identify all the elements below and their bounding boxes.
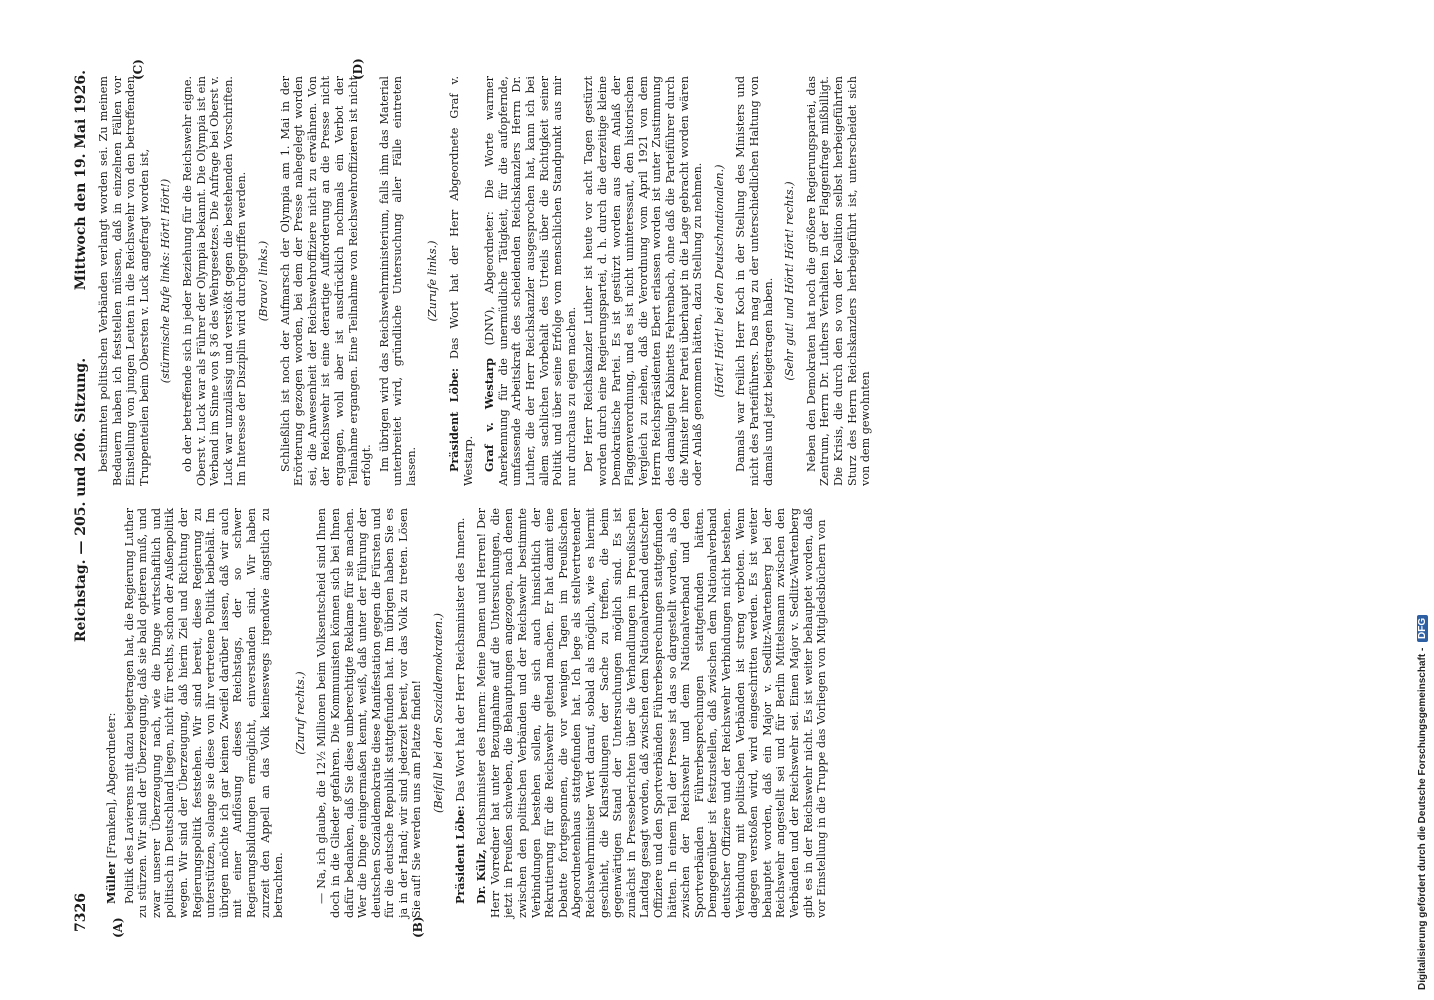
speaker-paragraph	[454, 508, 468, 918]
margin-marker-c: (C)	[131, 59, 145, 80]
page-header	[71, 60, 95, 940]
interjection: (Beifall bei den Sozialdemokraten.)	[432, 612, 446, 814]
session-title: Reichstag. — 205. und 206. Sitzung.	[73, 357, 89, 643]
speaker-paragraph	[483, 76, 578, 486]
speaker-name: Präsident Löbe:	[452, 805, 467, 904]
speaker-name: Dr. Külz,	[474, 849, 489, 904]
speaker-name: Müller	[104, 861, 118, 904]
speech-text: (DNV), Abgeordneter: Die Worte warmer Anerkennung für die unermüdliche Tätigkeit, für die aufopfernde, umfassende Arbeitskraft des scheidenden Reichskanzlers Herrn Dr. Luther, die der Herr Reichskanzler ausgesprochen hat, kann ich bei allem sachlichen Vorbehalt des Urteils über die Richtigkeit seiner Politik und über seine Erfolge vom menschlichen Standpunkt aus mir nur durchaus zu eigen machen.	[483, 76, 578, 486]
interjection: (Bravo! links.)	[256, 240, 270, 322]
margin-marker-d: (D)	[351, 58, 365, 80]
body-paragraph: ob der betreffende sich in jeder Beziehung für die Reichswehr eigne. Oberst v. Luck war als Führer der Olympia bekannt. Die Olympia ist ein Verband im Sinne von § 36 des Wehrgesetzes. Die Anfrage bei Oberst v. Luck war unzulässig und verstößt gegen die bestehenden Vorschriften. Im Interesse der Disziplin wird durchgegriffen werden.	[180, 76, 249, 486]
session-date: Mittwoch den 19. Mai 1926.	[73, 70, 89, 291]
left-text-column	[97, 507, 829, 918]
body-paragraph: Im übrigen wird das Reichswehrministerium, falls ihm das Material unterbreitet wird, gründliche Untersuchung aller Fälle eintreten lassen.	[377, 76, 418, 486]
speech-text: Reichsminister des Innern: Meine Damen und Herren! Der Herr Vorredner hat unter Bezugnahme auf die Untersuchungen, die jetzt in Preußen schweben, die Behauptungen angezogen, nach denen zwischen den politischen Verbänden und der Reichswehr bestimmte Verbindungen bestehen sollen, die sich auch hinsichtlich der Rekrutierung für die Reichswehr geltend machen. Er hat damit eine Debatte fortgesponnen, die vor wenigen Tagen im Preußischen Abgeordnetenhaus stattgefunden hat. Ich lege als stellvertretender Reichswehrminister Wert darauf, sobald als möglich, wie es hiermit geschieht, die Klarstellungen der Sache zu treffen, die beim gegenwärtigen Stand der Untersuchungen möglich sind. Es ist zunächst in Presseberichten über die Verhandlungen im Preußischen Landtag gesagt worden, daß zwischen dem Nationalverband deutscher Offiziere und den Sportverbänden Führerbesprechungen stattgefunden hätten. In einem Teil der Presse ist das so dargestellt worden, als ob zwischen der Reichswehr und dem Nationalverband und den Sportverbänden Führerbesprechungen stattgefunden hätten. Demgegenüber ist festzustellen, daß zwischen dem Nationalverband deutscher Offiziere und der Reichswehr Verbindungen nicht bestehen. Verbindung mit politischen Verbänden ist streng verboten. Wenn dagegen verstoßen wird, wird eingeschritten werden. Es ist weiter behauptet worden, daß ein Major v. Sedlitz-Wartenberg bei der Reichswehr angestellt sei und für Berlin Mittelsmann zwischen den Verbänden und der Reichswehr sei. Einen Major v. Sedlitz-Wartenberg gibt es in der Reichswehr nicht. Es ist weiter behauptet worden, daß vor Einstellung in die Truppe das Vorliegen von Mitgliedsbüchern von	[475, 507, 829, 918]
interjection: (stürmische Rufe links: Hört! Hört!)	[159, 178, 173, 384]
credit-text: Digitalisierung gefördert durch die Deutsche Forschungsgemeinschaft -	[1417, 647, 1428, 990]
body-paragraph: Politik des Lavierens mit dazu beigetragen hat, die Regierung Luther zu stürzen. Wir sind der Überzeugung, daß sie bald optieren muß, und zwar unserer Überzeugung nach, wie die Dinge wirtschaftlich und politisch in Deutschland liegen, nicht für rechts, schon der Außenpolitik wegen. Wir sind der Überzeugung, daß hierin Ziel und Richtung der Regierungspolitik feststehen. Wir sind bereit, diese Regierung zu unterstützen, solange sie diese von ihr vertretene Politik beibehält. Im übrigen möchte ich gar keinen Zweifel darüber lassen, daß wir auch mit einer Auflösung dieses Reichstags, der so schwer Regierungsbildungen ermöglicht, einverstanden sind. Wir haben zurzeit den Appell an das Volk keineswegs irgendwie ängstlich zu betrachten.	[122, 507, 286, 918]
speech-text: Das Wort hat der Herr Reichsminister des Innern.	[453, 517, 467, 806]
speech-text: [Franken], Abgeordneter:	[105, 712, 118, 862]
margin-marker-b: (B)	[411, 916, 425, 938]
body-paragraph: Damals war freilich Herr Koch in der Stellung des Ministers und nicht des Parteiführers. Das mag zu der unterschiedlichen Haltung von damals und jetzt beigetragen haben.	[734, 76, 775, 486]
interjection: (Zurufe links.)	[426, 240, 440, 322]
body-paragraph: Der Herr Reichskanzler Luther ist heute vor acht Tagen gestürzt worden durch eine Regierungspartei, d. h. durch die derzeitige kleine Demokratische Partei. Es ist gestürzt worden aus dem Anlaß der Flaggenverordnung, und es ist nicht uninteressant, den historischen Vergleich zu ziehen, daß die Verordnung vom April 1921 von dem Herrn Reichspräsidenten Ebert erlassen worden ist unter Zustimmung des damaligen Kabinetts Fehrenbach, ohne daß die Parteiführer durch die Minister ihrer Partei überhaupt in die Lage gebracht worden wären oder Anlaß genommen hätten, dazu Stellung zu nehmen.	[582, 76, 705, 486]
speaker-name: Graf v. Westarp	[482, 358, 497, 472]
speech-text: Das Wort hat der Herr Abgeordnete Graf v. Westarp.	[448, 76, 475, 486]
right-text-column	[97, 76, 873, 486]
body-paragraph: Schließlich ist noch der Aufmarsch der Olympia am 1. Mai in der Erörterung gezogen worden, bei dem der Presse nahegelegt worden sei, die Anwesenheit der Reichswehroffiziere nicht zu erwähnen. Von der Reichswehr ist eine derartige Aufforderung an die Presse nicht ergangen, wohl aber ist ausdrücklich nochmals ein Verbot der Teilnahme ergangen. Eine Teilnahme von Reichswehroffizieren ist nicht erfolgt.	[278, 76, 374, 486]
interjection: (Zuruf rechts.)	[293, 671, 307, 755]
speaker-paragraph	[105, 508, 119, 918]
interjection: (Sehr gut! und Hört! Hört! rechts.)	[783, 181, 797, 381]
speaker-paragraph	[448, 76, 475, 486]
body-paragraph: bestimmten politischen Verbänden verlangt worden sei. Zu meinem Bedauern haben ich feststellen müssen, daß in einzelnen Fällen vor Einstellung von jungen Leuten in die Reichswehr von den betreffenden Truppenteilen beim Obersten v. Luck angefragt worden ist,	[97, 76, 151, 486]
body-paragraph: Neben den Demokraten hat noch die größere Regierungspartei, das Zentrum, Herrn Dr. Luthers Verhalten in der Flaggenfrage mißbilligt. Die Krisis, die durch den so von der Koalition selbst herbeigeführten Sturz des Herrn Reichskanzlers herbeigeführt ist, unterscheidet sich von dem gewohnten	[804, 76, 873, 486]
body-paragraph: — Na, ich glaube, die 12½ Millionen beim Volksentscheid sind Ihnen doch in die Glieder gefahren. Die Kommunisten können sich bei Ihnen dafür bedanken, daß Sie diese unberechtigte Reklame für sie machen. Wer die Dinge einigermaßen kennt, weiß, daß unter der Führung der deutschen Sozialdemokratie diese Manifestation gegen die Fürsten und für die deutsche Republik stattgefunden hat. Im übrigen haben Sie es ja in der Hand; wir sind jederzeit bereit, vor das Volk zu treten. Lösen Sie auf! Sie werden uns am Platze finden!	[315, 508, 424, 918]
dfg-logo-icon: DFG	[1417, 615, 1428, 642]
speaker-paragraph	[475, 508, 828, 918]
page-number: 7326	[73, 893, 89, 932]
digitization-credit	[1417, 615, 1428, 990]
interjection: (Hört! Hört! bei den Deutschnationalen.)	[712, 164, 726, 398]
margin-marker-a: (A)	[111, 917, 125, 938]
speaker-name: Präsident Löbe:	[447, 367, 462, 472]
document-page	[71, 58, 873, 940]
